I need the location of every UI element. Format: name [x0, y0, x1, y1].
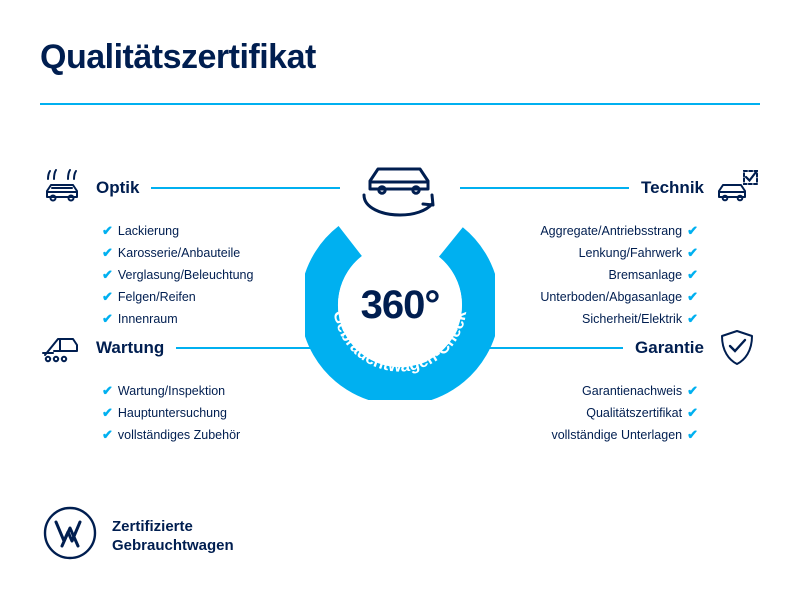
check-icon: ✔: [687, 289, 698, 304]
list-item-label: vollständiges Zubehör: [117, 428, 241, 442]
car-checklist-icon: [714, 167, 760, 209]
list-item-label: Karosserie/Anbauteile: [117, 246, 241, 260]
car-wash-icon: [40, 167, 86, 209]
check-icon: ✔: [687, 405, 698, 420]
list-item-label: Innenraum: [117, 312, 178, 326]
title-divider: [40, 103, 760, 105]
block-wartung-title: Wartung: [96, 338, 165, 357]
list-item-label: Aggregate/Antriebsstrang: [540, 224, 683, 238]
list-item-label: Lenkung/Fahrwerk: [578, 246, 683, 260]
list-item-label: Verglasung/Beleuchtung: [117, 268, 254, 282]
block-technik-title: Technik: [641, 178, 704, 197]
check-icon: ✔: [102, 427, 113, 442]
check-icon: ✔: [102, 405, 113, 420]
check-icon: ✔: [687, 383, 698, 398]
footer-text: [112, 517, 234, 555]
list-item-label: Hauptuntersuchung: [117, 406, 228, 420]
check-icon: ✔: [687, 245, 698, 260]
list-item: [40, 425, 340, 445]
check-icon: ✔: [102, 267, 113, 282]
center-value: 360°: [360, 282, 440, 327]
check-icon: ✔: [687, 311, 698, 326]
footer-line-1: Zertifizierte: [112, 517, 193, 535]
list-item-label: Qualitätszertifikat: [586, 406, 683, 420]
check-icon: ✔: [687, 427, 698, 442]
vw-logo-icon: [42, 505, 98, 566]
list-item-label: Garantienachweis: [582, 384, 683, 398]
check-icon: ✔: [687, 223, 698, 238]
check-icon: ✔: [102, 383, 113, 398]
list-item: [460, 425, 760, 445]
list-item-label: vollständige Unterlagen: [551, 428, 683, 442]
list-item-label: Unterboden/Abgasanlage: [540, 290, 683, 304]
list-item: [460, 403, 760, 423]
car-lift-icon: [40, 327, 86, 369]
check-icon: ✔: [102, 289, 113, 304]
block-garantie-title: Garantie: [635, 338, 704, 357]
list-item-label: Sicherheit/Elektrik: [582, 312, 683, 326]
check-icon: ✔: [102, 223, 113, 238]
check-icon: ✔: [687, 267, 698, 282]
list-item-label: Wartung/Inspektion: [117, 384, 226, 398]
shield-check-icon: [714, 327, 760, 369]
footer-line-2: Gebrauchtwagen: [112, 536, 234, 554]
block-wartung-list: [40, 381, 340, 445]
list-item: [40, 403, 340, 423]
block-optik-title: Optik: [96, 178, 140, 197]
list-item-label: Lackierung: [117, 224, 180, 238]
ring-curved-label: Gebrauchtwagen-Check: [329, 308, 471, 376]
center-badge: [290, 155, 510, 385]
block-garantie-list: [460, 381, 760, 445]
footer-logo-block: [42, 505, 234, 566]
page-title: Qualitätszertifikat: [40, 38, 316, 76]
check-icon: ✔: [102, 311, 113, 326]
list-item-label: Bremsanlage: [608, 268, 683, 282]
check-icon: ✔: [102, 245, 113, 260]
list-item-label: Felgen/Reifen: [117, 290, 196, 304]
